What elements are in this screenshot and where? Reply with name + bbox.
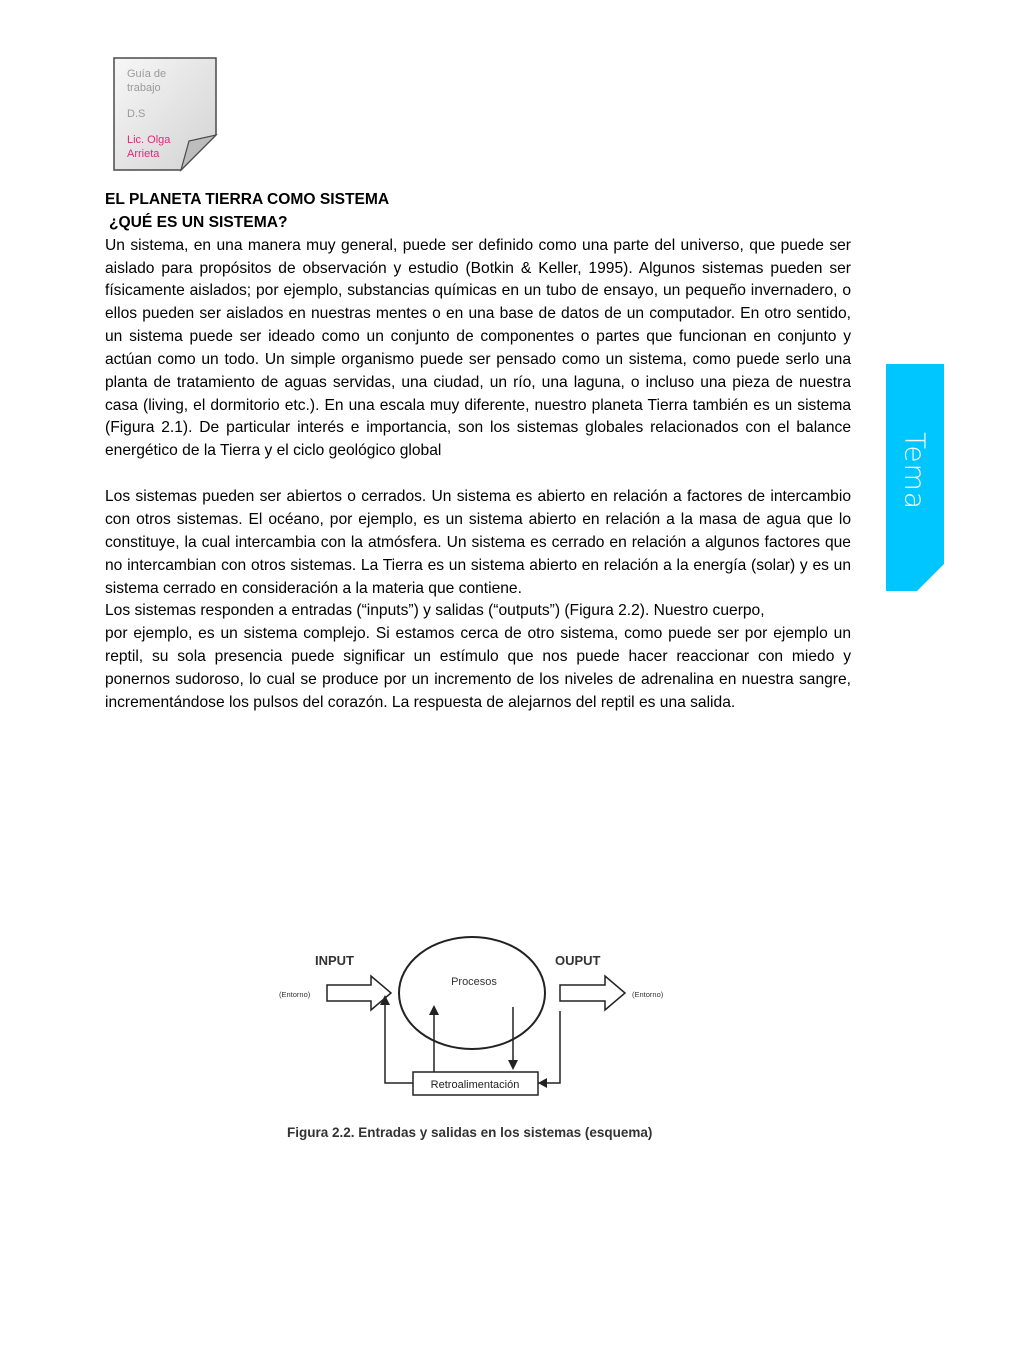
worksheet-note-card xyxy=(113,57,216,170)
figure-2-2 xyxy=(275,935,705,1150)
output-arrow xyxy=(560,976,625,1010)
note-author-2: Arrieta xyxy=(127,148,160,160)
output-sub-label: (Entorno) xyxy=(632,990,664,999)
paragraph-1: Un sistema, en una manera muy general, puede ser definido como una parte del universo, que puede ser aislado para propósitos de observación y estudio (Botkin & Keller, 1995). Algunos sistemas pueden ser físicamente aislados; por ejemplo, substancias químicas en un tubo de ensayo, un pequeño invernadero, o ellos pueden ser aislados en nuestras mentes o en una base de datos de un computador. En otro sentido, un sistema puede ser ideado como un conjunto de componentes o partes que funcionan en conjunto y actúan como un todo. Un simple organismo puede ser pensado como un sistema, como puede serlo una planta de tratamiento de aguas servidas, una ciudad, un río, una laguna, o incluso una pieza de nuestra casa (living, el dormitorio etc.). En una escala muy diferente, nuestro planeta Tierra también es un sistema (Figura 2.1). De particular interés e importancia, son los sistemas globales relacionados con el balance energético de la Tierra y el ciclo geológico global xyxy=(105,236,851,460)
document-subtitle: ¿QUÉ ES UN SISTEMA? xyxy=(109,213,288,231)
note-author-1: Lic. Olga xyxy=(127,134,171,146)
side-tab xyxy=(886,364,944,591)
input-label: INPUT xyxy=(315,953,354,968)
note-code: D.S xyxy=(127,108,146,120)
figure-caption: Figura 2.2. Entradas y salidas en los sistemas (esquema) xyxy=(287,1125,653,1140)
paragraph-3-first-line: Los sistemas responden a entradas (“inputs”) y salidas (“outputs”) (Figura 2.2). Nuestro cuerpo, xyxy=(105,602,765,620)
side-tab-label: Tema xyxy=(898,432,932,511)
note-line-1: Guía de xyxy=(127,68,167,80)
paragraph-3: por ejemplo, es un sistema complejo. Si estamos cerca de otro sistema, como puede ser por ejemplo un reptil, su sola presencia puede significar un estímulo que nos puede hacer reaccionar con miedo y ponernos sudoroso, lo cual se produce por un incremento de los niveles de adrenalina en nuestra sangre, incrementándose los pulsos del corazón. La respuesta de alejarnos del reptil es una salida. xyxy=(105,625,851,711)
paragraph-2: Los sistemas pueden ser abiertos o cerrados. Un sistema es abierto en relación a factores de intercambio con otros sistemas. El océano, por ejemplo, es un sistema abierto en relación a la masa de agua que lo constituye, la cual intercambia con la atmósfera. Un sistema es cerrado en relación a algunos factores que no intercambian con otros sistemas. La Tierra es un sistema abierto en relación a la energía (solar) y es un sistema cerrado en consideración a la materia que contiene. xyxy=(105,488,851,597)
input-sub-label: (Entorno) xyxy=(279,990,311,999)
feedback-label: Retroalimentación xyxy=(430,1079,520,1091)
process-label: Procesos xyxy=(451,976,497,988)
document-title: EL PLANETA TIERRA COMO SISTEMA xyxy=(105,191,390,208)
system-diagram xyxy=(275,935,705,1150)
process-ellipse xyxy=(399,937,545,1049)
document-body xyxy=(105,189,851,715)
note-line-2: trabajo xyxy=(127,82,161,94)
output-label: OUPUT xyxy=(555,953,601,968)
